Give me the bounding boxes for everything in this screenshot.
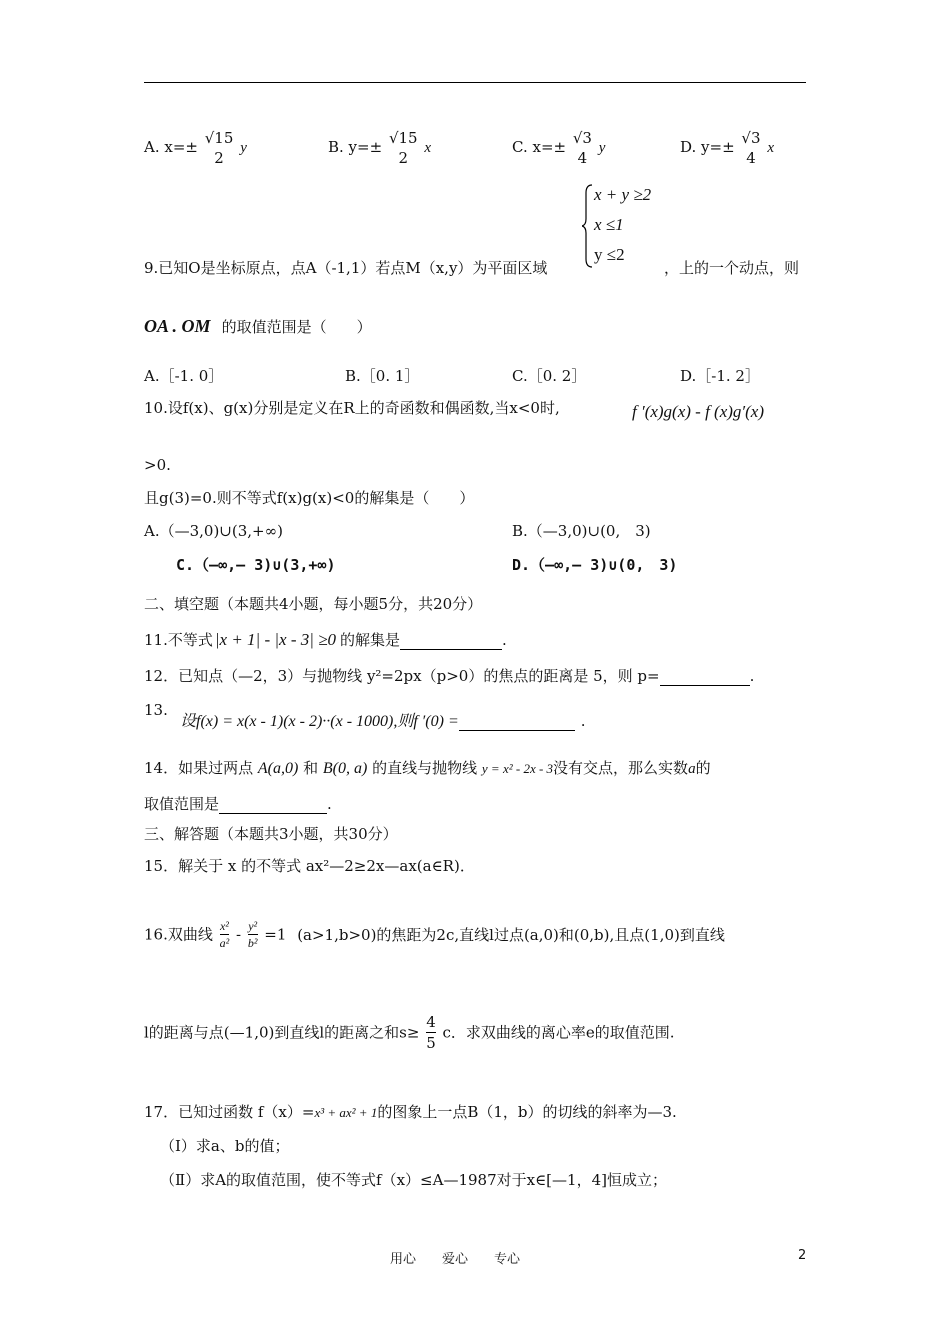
point-a: A(a,0) — [257, 760, 299, 777]
q9-tail: 的取值范围是（ ） — [221, 318, 372, 336]
option-variable: x — [767, 140, 774, 156]
q10-formula: f ′(x)g(x) - f (x)g′(x) — [632, 402, 765, 421]
fraction-denominator: 2 — [398, 149, 409, 167]
point-b: B(0, a) — [322, 760, 368, 777]
q14-mid: 的直线与抛物线 — [372, 759, 478, 777]
minus-sign: - — [236, 925, 242, 944]
q11-formula: |x + 1| - |x - 3| ≥0 — [214, 630, 337, 649]
q13-number: 13. — [144, 701, 168, 719]
q17-sub1: （Ⅰ）求a、b的值； — [160, 1137, 290, 1155]
q14 — [144, 758, 711, 779]
q14-post: 没有交点，那么实数 — [553, 759, 689, 777]
q14-line2 — [144, 794, 332, 814]
q11 — [144, 630, 507, 650]
fraction-denominator: a² — [219, 936, 230, 950]
q16 — [144, 918, 725, 951]
q15: 15．解关于 x 的不等式 ax²—2≥2x—ax(a∈R)． — [144, 857, 475, 875]
footer-center: 用心 爱心 专心 — [390, 1252, 521, 1267]
fraction-numerator: 4 — [426, 1013, 436, 1031]
q17-sub2: （Ⅱ）求A的取值范围，使不等式f（x）≤A—1987对于x∈[—1，4]恒成立； — [160, 1171, 667, 1189]
q13-end: . — [580, 712, 586, 730]
q8-option-c — [512, 128, 605, 168]
parabola-formula: y = x² - 2x - 3 — [481, 761, 554, 776]
page-number: 2 — [798, 1248, 807, 1263]
q14-line2-end: . — [327, 795, 332, 813]
fraction-denominator: 2 — [214, 149, 224, 167]
answer-blank[interactable] — [459, 712, 575, 731]
option-variable: y — [598, 140, 606, 156]
option-label: A. x=± — [144, 138, 198, 156]
answer-blank[interactable] — [219, 795, 327, 814]
section-2-heading: 二、填空题（本题共4小题，每小题5分，共20分） — [144, 595, 483, 613]
fraction-numerator: y² — [248, 919, 258, 933]
q10-stem: 10.设f(x)、g(x)分别是定义在R上的奇函数和偶函数,当x<0时, — [144, 399, 560, 417]
q9-option-d: D.［-1. 2］ — [680, 367, 760, 385]
option-label: C. x=± — [512, 138, 567, 156]
vector-expression: OA . OM — [144, 316, 211, 336]
q8-option-a — [144, 128, 247, 168]
q17-post: 的图象上一点B（1，b）的切线的斜率为—3. — [377, 1103, 677, 1121]
q8-option-d — [680, 128, 774, 168]
q17-pre: 17．已知过函数 f（x）= — [144, 1103, 315, 1121]
q17-formula: x³ + ax² + 1 — [314, 1105, 378, 1120]
q11-post: 的解集是 — [340, 631, 401, 649]
answer-blank[interactable] — [660, 667, 750, 686]
q9-option-a: A.［-1. 0］ — [144, 367, 224, 385]
section-3-heading: 三、解答题（本题共3小题，共30分） — [144, 825, 398, 843]
fraction-denominator: 5 — [426, 1034, 436, 1052]
fraction-numerator: √3 — [741, 129, 761, 147]
q9-expression — [144, 316, 372, 337]
q9-stem-after: ，上的一个动点，则 — [664, 259, 800, 277]
q11-pre: 11.不等式 — [144, 631, 213, 649]
answer-blank[interactable] — [400, 631, 502, 650]
q14-end: 的 — [695, 759, 711, 777]
q16-line2-pre: l的距离与点(—1,0)到直线l的距离之和s≥ — [144, 1023, 420, 1042]
fraction-denominator: 4 — [577, 149, 588, 167]
q14-var: a — [688, 761, 696, 777]
system-line-1: x + y ≥2 — [594, 185, 652, 204]
q10-option-b: B.（—3,0)∪(0, 3) — [512, 522, 651, 540]
q16-line2 — [144, 1012, 675, 1053]
q13-formula: 设f(x) = x(x - 1)(x - 2)··(x - 1000),则f ′(0) = — [180, 713, 459, 730]
q12-text: 12．已知点（—2，3）与抛物线 y²=2px（p>0）的焦点的距离是 5，则 p= — [144, 667, 660, 685]
q10-continue: >0. — [144, 456, 171, 474]
q8-option-b — [328, 128, 431, 168]
q9-stem: 9.已知O是坐标原点，点A（-1,1）若点M（x,y）为平面区域 — [144, 259, 548, 277]
option-label: B. y=± — [328, 138, 383, 156]
left-brace-icon — [582, 183, 594, 269]
q12 — [144, 666, 754, 686]
q10-option-a: A.（—3,0)∪(3,+∞) — [144, 522, 283, 540]
fraction-numerator: x² — [219, 919, 229, 933]
header-rule — [144, 82, 806, 83]
q14-line2-text: 取值范围是 — [144, 795, 220, 813]
fraction-numerator: √15 — [388, 129, 418, 147]
q12-end: . — [749, 667, 755, 685]
q16-post: (a>1,b>0)的焦距为2c,直线l过点(a,0)和(0,b),且点(1,0)到直线 — [297, 925, 725, 944]
q14-pre: 14．如果过两点 — [144, 759, 254, 777]
fraction-numerator: √3 — [572, 129, 592, 147]
equals-one: =1 — [264, 925, 287, 944]
fraction-numerator: √15 — [204, 129, 234, 147]
q17 — [144, 1102, 677, 1123]
q9-option-c: C.［0. 2］ — [512, 367, 587, 385]
option-variable: y — [240, 140, 247, 156]
fraction-denominator: b² — [247, 936, 258, 950]
system-line-3: y ≤2 — [594, 245, 625, 264]
q16-line2-post: c．求双曲线的离心率e的取值范围. — [442, 1023, 675, 1042]
q11-end: . — [502, 631, 507, 649]
q14-and: 和 — [303, 759, 319, 777]
option-variable: x — [424, 140, 432, 156]
q13 — [180, 708, 586, 731]
option-label: D. y=± — [680, 138, 735, 156]
q16-pre: 16.双曲线 — [144, 925, 213, 944]
q9-option-b: B.［0. 1］ — [345, 367, 420, 385]
q10-option-c: C.（—∞,— 3)∪(3,+∞) — [176, 556, 336, 574]
q10-line2: 且g(3)=0.则不等式f(x)g(x)<0的解集是（ ） — [144, 489, 475, 507]
fraction-denominator: 4 — [746, 149, 756, 167]
system-line-2: x ≤1 — [594, 215, 624, 234]
q10-option-d: D.（—∞,— 3)∪(0, 3) — [512, 556, 678, 574]
